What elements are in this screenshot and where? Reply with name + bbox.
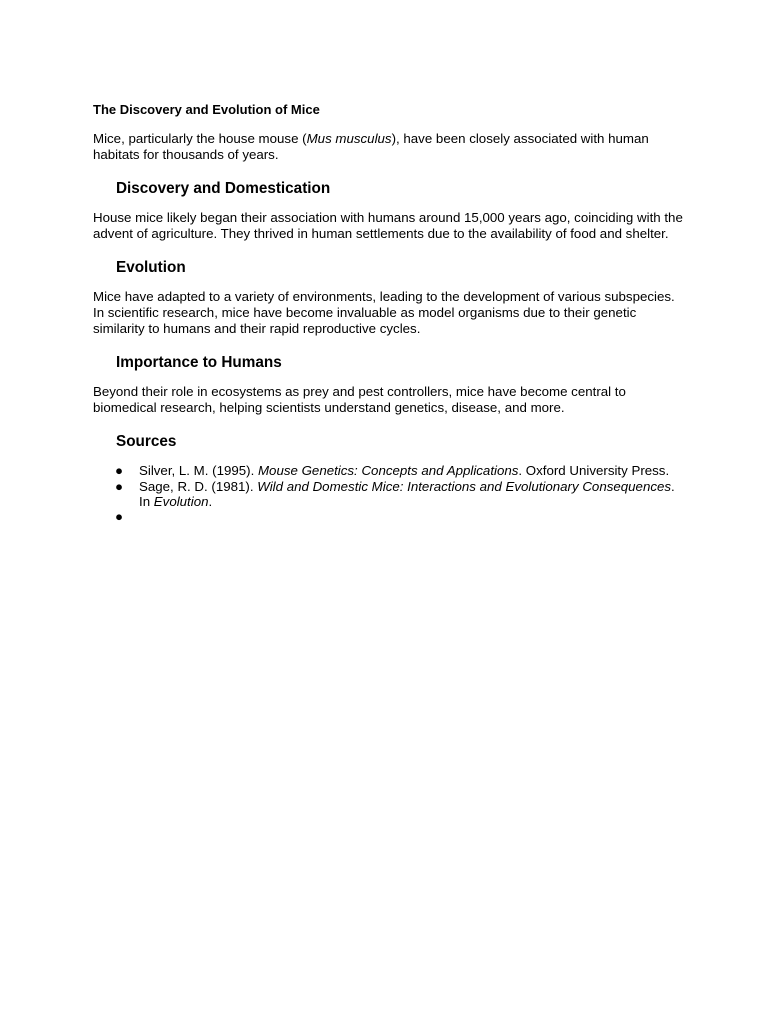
document-title: The Discovery and Evolution of Mice xyxy=(93,102,320,117)
section-heading-evolution: Evolution xyxy=(116,259,186,277)
list-item xyxy=(93,509,683,524)
source-author-silver: Silver, L. M. (1995). xyxy=(139,463,258,479)
list-item xyxy=(93,479,683,509)
source-title-silver: Mouse Genetics: Concepts and Applications xyxy=(257,463,519,479)
sources-heading: Sources xyxy=(116,433,177,451)
section-heading-importance: Importance to Humans xyxy=(116,354,282,372)
sources-list xyxy=(93,463,683,524)
source-journal-sage: Evolution xyxy=(153,493,209,509)
intro-text-start: Mice, particularly the house mouse ( xyxy=(93,131,307,146)
section-body-discovery: House mice likely began their association with humans around 15,000 years ago, coinciding with the advent of agriculture. They thrived in human settlements due to the availability of food and shelter. xyxy=(93,210,683,241)
intro-text-end: ), have been closely associated with human habitats for thousands of years. xyxy=(93,131,649,162)
source-title-sage: Wild and Domestic Mice: Interactions and Evolutionary Consequences xyxy=(257,478,672,494)
bullet-icon: ● xyxy=(115,478,124,494)
section-body-evolution: Mice have adapted to a variety of environments, leading to the development of various subspecies. In scientific research, mice have become invaluable as model organisms due to their genetic similarity to humans and their rapid reproductive cycles. xyxy=(93,289,675,336)
intro-paragraph xyxy=(93,131,683,162)
source-in-sage: . In xyxy=(139,478,675,509)
bullet-icon: ● xyxy=(115,508,124,524)
source-publisher-silver: . Oxford University Press. xyxy=(518,463,670,479)
source-end-sage: . xyxy=(208,493,213,509)
bullet-icon: ● xyxy=(115,463,124,479)
source-author-sage: Sage, R. D. (1981). xyxy=(139,478,258,494)
intro-species-name: Mus musculus xyxy=(306,131,392,146)
section-body-importance: Beyond their role in ecosystems as prey and pest controllers, mice have become central to biomedical research, helping scientists understand genetics, disease, and more. xyxy=(93,384,626,415)
document-page xyxy=(93,101,683,524)
section-heading-discovery: Discovery and Domestication xyxy=(116,180,331,198)
list-item xyxy=(93,463,683,478)
